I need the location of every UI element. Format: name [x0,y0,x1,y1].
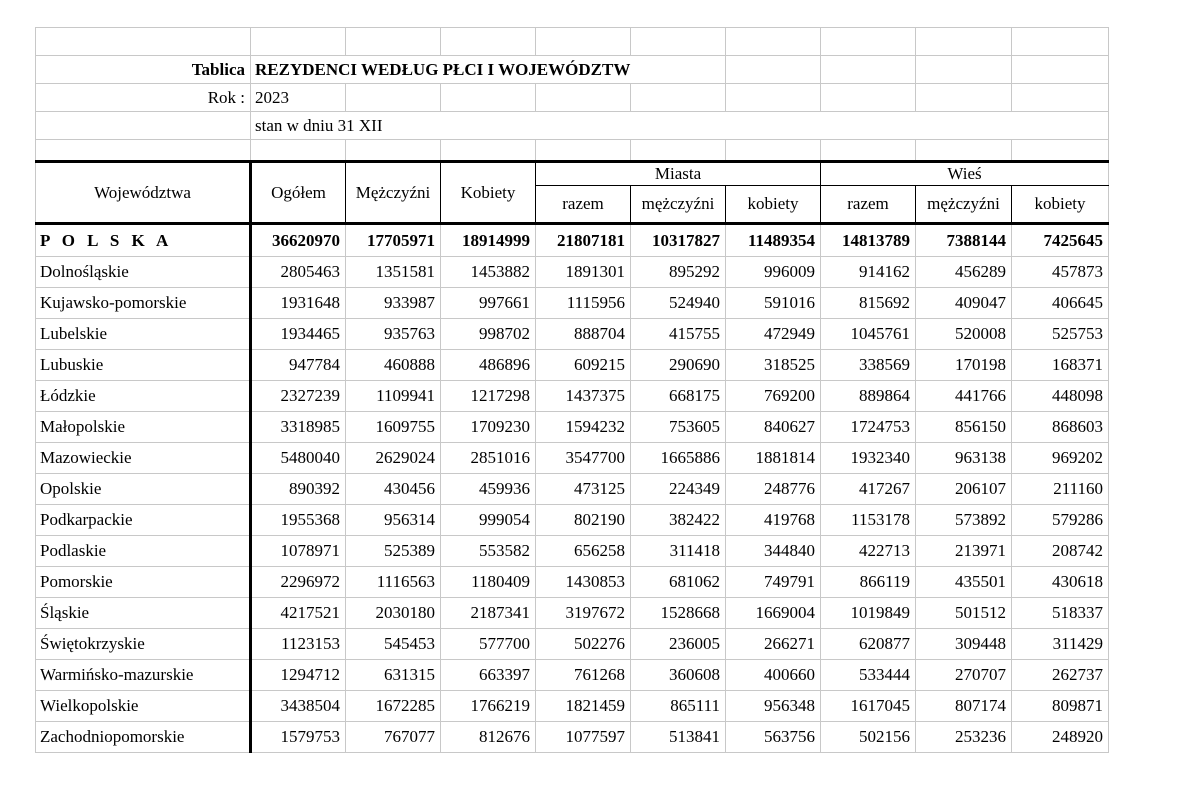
wojewodztwo-name: Zachodniopomorskie [36,722,251,753]
value-cell: 415755 [631,319,726,350]
value-cell: 809871 [1012,691,1109,722]
wojewodztwo-name: Małopolskie [36,412,251,443]
value-cell: 5480040 [251,443,346,474]
value-cell: 579286 [1012,505,1109,536]
table-row [36,381,1109,412]
value-cell: 7388144 [916,224,1012,257]
value-cell: 459936 [441,474,536,505]
value-cell: 1594232 [536,412,631,443]
subheader-wies-mezczyzni: mężczyźni [916,186,1012,224]
value-cell: 10317827 [631,224,726,257]
value-cell: 865111 [631,691,726,722]
value-cell: 545453 [346,629,441,660]
value-cell: 609215 [536,350,631,381]
value-cell: 270707 [916,660,1012,691]
value-cell: 1123153 [251,629,346,660]
table-row [36,474,1109,505]
total-label: P O L S K A [36,224,251,257]
value-cell: 4217521 [251,598,346,629]
value-cell: 525753 [1012,319,1109,350]
value-cell: 417267 [821,474,916,505]
value-cell: 1881814 [726,443,821,474]
value-cell: 486896 [441,350,536,381]
value-cell: 1217298 [441,381,536,412]
value-cell: 2296972 [251,567,346,598]
value-cell: 224349 [631,474,726,505]
value-cell: 553582 [441,536,536,567]
value-cell: 406645 [1012,288,1109,319]
value-cell: 1821459 [536,691,631,722]
value-cell: 577700 [441,629,536,660]
value-cell: 524940 [631,288,726,319]
header-ogolem: Ogółem [251,162,346,224]
data-table [35,27,1109,753]
value-cell: 956314 [346,505,441,536]
value-cell: 956348 [726,691,821,722]
subheader-miasta-mezczyzni: mężczyźni [631,186,726,224]
value-cell: 802190 [536,505,631,536]
value-cell: 248776 [726,474,821,505]
table-row [36,536,1109,567]
total-row [36,224,1109,257]
table-row [36,288,1109,319]
empty-row [36,28,1109,56]
header-row-1 [36,162,1109,186]
value-cell: 1078971 [251,536,346,567]
value-cell: 3318985 [251,412,346,443]
value-cell: 1294712 [251,660,346,691]
value-cell: 3547700 [536,443,631,474]
wojewodztwo-name: Podlaskie [36,536,251,567]
value-cell: 1351581 [346,257,441,288]
value-cell: 360608 [631,660,726,691]
table-row [36,722,1109,753]
value-cell: 236005 [631,629,726,660]
title-row [36,56,1109,84]
value-cell: 2030180 [346,598,441,629]
value-cell: 208742 [1012,536,1109,567]
value-cell: 840627 [726,412,821,443]
value-cell: 999054 [441,505,536,536]
spreadsheet [35,27,1108,753]
value-cell: 17705971 [346,224,441,257]
value-cell: 1766219 [441,691,536,722]
value-cell: 1579753 [251,722,346,753]
value-cell: 2629024 [346,443,441,474]
table-row [36,598,1109,629]
wojewodztwo-name: Pomorskie [36,567,251,598]
value-cell: 1153178 [821,505,916,536]
wojewodztwo-name: Świętokrzyskie [36,629,251,660]
value-cell: 681062 [631,567,726,598]
value-cell: 656258 [536,536,631,567]
value-cell: 963138 [916,443,1012,474]
value-cell: 753605 [631,412,726,443]
value-cell: 935763 [346,319,441,350]
value-cell: 262737 [1012,660,1109,691]
value-cell: 668175 [631,381,726,412]
value-cell: 400660 [726,660,821,691]
value-cell: 947784 [251,350,346,381]
value-cell: 1609755 [346,412,441,443]
value-cell: 266271 [726,629,821,660]
value-cell: 749791 [726,567,821,598]
value-cell: 460888 [346,350,441,381]
value-cell: 18914999 [441,224,536,257]
value-cell: 457873 [1012,257,1109,288]
header-wojewodztwa: Województwa [36,162,251,224]
value-cell: 998702 [441,319,536,350]
value-cell: 518337 [1012,598,1109,629]
value-cell: 1724753 [821,412,916,443]
wojewodztwo-name: Lubelskie [36,319,251,350]
value-cell: 663397 [441,660,536,691]
rok-value: 2023 [251,84,346,112]
value-cell: 253236 [916,722,1012,753]
value-cell: 1437375 [536,381,631,412]
wojewodztwo-name: Łódzkie [36,381,251,412]
value-cell: 573892 [916,505,1012,536]
value-cell: 211160 [1012,474,1109,505]
value-cell: 422713 [821,536,916,567]
value-cell: 419768 [726,505,821,536]
value-cell: 807174 [916,691,1012,722]
value-cell: 1955368 [251,505,346,536]
value-cell: 409047 [916,288,1012,319]
value-cell: 1045761 [821,319,916,350]
value-cell: 344840 [726,536,821,567]
value-cell: 890392 [251,474,346,505]
value-cell: 1891301 [536,257,631,288]
value-cell: 1430853 [536,567,631,598]
value-cell: 168371 [1012,350,1109,381]
value-cell: 36620970 [251,224,346,257]
value-cell: 1116563 [346,567,441,598]
rok-label: Rok : [36,84,251,112]
value-cell: 311429 [1012,629,1109,660]
value-cell: 1453882 [441,257,536,288]
value-cell: 472949 [726,319,821,350]
wojewodztwo-name: Opolskie [36,474,251,505]
wojewodztwo-name: Dolnośląskie [36,257,251,288]
wojewodztwo-name: Śląskie [36,598,251,629]
value-cell: 856150 [916,412,1012,443]
stan-row [36,112,1109,140]
table-row [36,567,1109,598]
value-cell: 11489354 [726,224,821,257]
value-cell: 933987 [346,288,441,319]
value-cell: 1077597 [536,722,631,753]
value-cell: 868603 [1012,412,1109,443]
value-cell: 914162 [821,257,916,288]
value-cell: 502276 [536,629,631,660]
value-cell: 866119 [821,567,916,598]
value-cell: 888704 [536,319,631,350]
table-row [36,257,1109,288]
value-cell: 812676 [441,722,536,753]
value-cell: 520008 [916,319,1012,350]
value-cell: 7425645 [1012,224,1109,257]
subheader-miasta-razem: razem [536,186,631,224]
value-cell: 430456 [346,474,441,505]
value-cell: 767077 [346,722,441,753]
value-cell: 563756 [726,722,821,753]
value-cell: 435501 [916,567,1012,598]
value-cell: 2851016 [441,443,536,474]
value-cell: 206107 [916,474,1012,505]
value-cell: 620877 [821,629,916,660]
table-row [36,350,1109,381]
subheader-miasta-kobiety: kobiety [726,186,821,224]
value-cell: 248920 [1012,722,1109,753]
table-row [36,691,1109,722]
value-cell: 311418 [631,536,726,567]
value-cell: 1665886 [631,443,726,474]
value-cell: 473125 [536,474,631,505]
value-cell: 501512 [916,598,1012,629]
header-miasta: Miasta [536,162,821,186]
table-row [36,319,1109,350]
value-cell: 1109941 [346,381,441,412]
value-cell: 525389 [346,536,441,567]
value-cell: 502156 [821,722,916,753]
value-cell: 769200 [726,381,821,412]
table-row [36,412,1109,443]
stan-text: stan w dniu 31 XII [251,112,1109,140]
value-cell: 895292 [631,257,726,288]
value-cell: 761268 [536,660,631,691]
year-row [36,84,1109,112]
value-cell: 889864 [821,381,916,412]
value-cell: 533444 [821,660,916,691]
value-cell: 290690 [631,350,726,381]
header-kobiety: Kobiety [441,162,536,224]
value-cell: 309448 [916,629,1012,660]
value-cell: 318525 [726,350,821,381]
value-cell: 2805463 [251,257,346,288]
wojewodztwo-name: Warmińsko-mazurskie [36,660,251,691]
value-cell: 1709230 [441,412,536,443]
value-cell: 1617045 [821,691,916,722]
value-cell: 3438504 [251,691,346,722]
value-cell: 1932340 [821,443,916,474]
spacer-row [36,140,1109,162]
value-cell: 213971 [916,536,1012,567]
value-cell: 21807181 [536,224,631,257]
wojewodztwo-name: Wielkopolskie [36,691,251,722]
value-cell: 1934465 [251,319,346,350]
wojewodztwo-name: Podkarpackie [36,505,251,536]
value-cell: 1669004 [726,598,821,629]
value-cell: 448098 [1012,381,1109,412]
header-wies: Wieś [821,162,1109,186]
value-cell: 3197672 [536,598,631,629]
value-cell: 631315 [346,660,441,691]
value-cell: 1019849 [821,598,916,629]
value-cell: 1672285 [346,691,441,722]
value-cell: 591016 [726,288,821,319]
table-title: REZYDENCI WEDŁUG PŁCI I WOJEWÓDZTW [251,56,726,84]
table-row [36,629,1109,660]
value-cell: 456289 [916,257,1012,288]
value-cell: 170198 [916,350,1012,381]
value-cell: 1180409 [441,567,536,598]
subheader-wies-razem: razem [821,186,916,224]
value-cell: 382422 [631,505,726,536]
value-cell: 1528668 [631,598,726,629]
value-cell: 338569 [821,350,916,381]
table-row [36,505,1109,536]
value-cell: 2327239 [251,381,346,412]
table-row [36,443,1109,474]
value-cell: 1931648 [251,288,346,319]
table-row [36,660,1109,691]
header-mezczyzni: Mężczyźni [346,162,441,224]
value-cell: 969202 [1012,443,1109,474]
wojewodztwo-name: Kujawsko-pomorskie [36,288,251,319]
value-cell: 996009 [726,257,821,288]
subheader-wies-kobiety: kobiety [1012,186,1109,224]
value-cell: 1115956 [536,288,631,319]
value-cell: 815692 [821,288,916,319]
wojewodztwo-name: Mazowieckie [36,443,251,474]
value-cell: 430618 [1012,567,1109,598]
value-cell: 2187341 [441,598,536,629]
wojewodztwo-name: Lubuskie [36,350,251,381]
value-cell: 513841 [631,722,726,753]
value-cell: 14813789 [821,224,916,257]
value-cell: 441766 [916,381,1012,412]
tablica-label: Tablica [36,56,251,84]
value-cell: 997661 [441,288,536,319]
